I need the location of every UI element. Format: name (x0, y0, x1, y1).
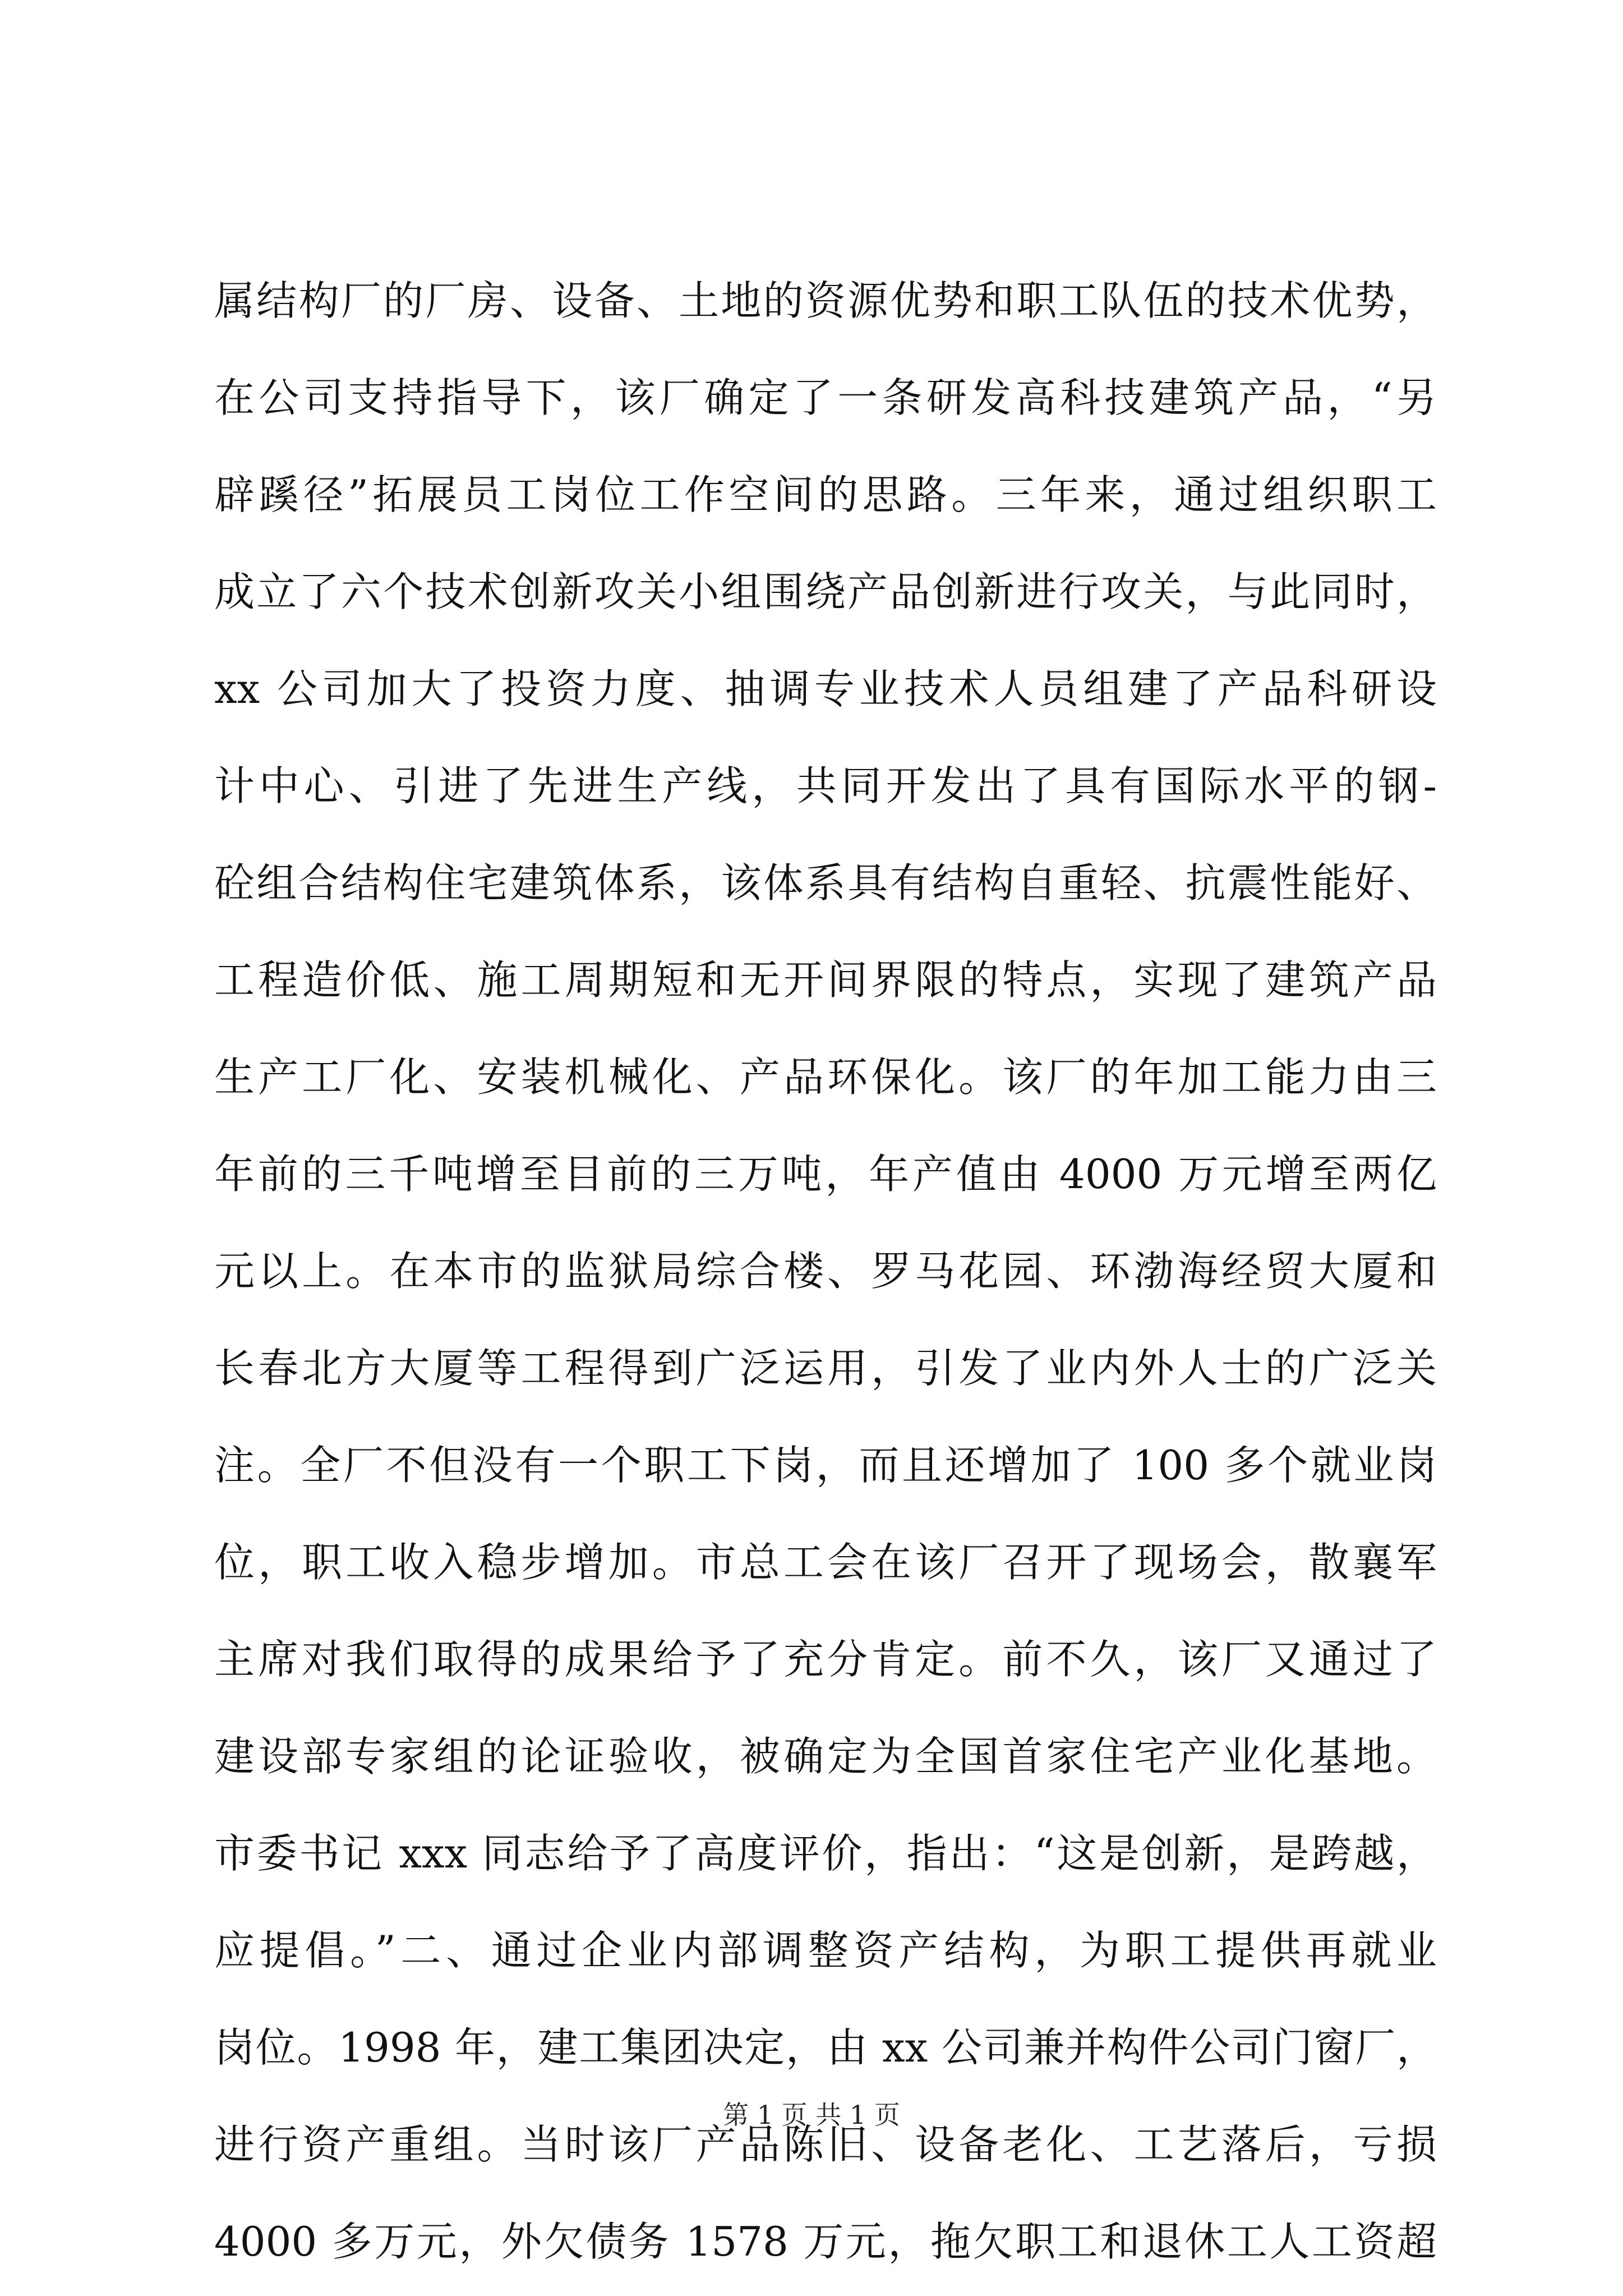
body-text (214, 252, 1437, 2290)
text-line: 位，职工收入稳步增加。市总工会在该厂召开了现场会，散襄军 (214, 1539, 1437, 1586)
text-line: xx 公司加大了投资力度、抽调专业技术人员组建了产品科研设 (214, 665, 1437, 712)
text-line: 生产工厂化、安装机械化、产品环保化。该厂的年加工能力由三 (214, 1053, 1437, 1101)
text-line: 属结构厂的厂房、设备、土地的资源优势和职工队伍的技术优势， (214, 277, 1437, 324)
text-line: 元以上。在本市的监狱局综合楼、罗马花园、环渤海经贸大厦和 (214, 1248, 1437, 1295)
text-line: 应提倡。”二、通过企业内部调整资产结构，为职工提供再就业 (214, 1927, 1437, 1974)
text-line: 4000 多万元，外欠债务 1578 万元，拖欠职工和退休工人工资超 (214, 2218, 1437, 2265)
text-line: 主席对我们取得的成果给予了充分肯定。前不久，该厂又通过了 (214, 1636, 1437, 1683)
text-line: 岗位。1998 年，建工集团决定，由 xx 公司兼并构件公司门窗厂， (214, 2024, 1437, 2071)
text-line: 建设部专家组的论证验收，被确定为全国首家住宅产业化基地。 (214, 1733, 1437, 1780)
text-line: 长春北方大厦等工程得到广泛运用，引发了业内外人士的广泛关 (214, 1345, 1437, 1392)
text-line: 辟蹊径”拓展员工岗位工作空间的思路。三年来，通过组织职工 (214, 471, 1437, 518)
text-line: 年前的三千吨增至目前的三万吨，年产值由 4000 万元增至两亿 (214, 1151, 1437, 1198)
text-line: 成立了六个技术创新攻关小组围绕产品创新进行攻关，与此同时， (214, 568, 1437, 615)
text-line: 计中心、引进了先进生产线，共同开发出了具有国际水平的钢- (214, 762, 1437, 809)
text-line: 砼组合结构住宅建筑体系，该体系具有结构自重轻、抗震性能好、 (214, 859, 1437, 907)
text-line: 在公司支持指导下，该厂确定了一条研发高科技建筑产品，“另 (214, 374, 1437, 421)
text-line: 注。全厂不但没有一个职工下岗，而且还增加了 100 多个就业岗 (214, 1442, 1437, 1489)
text-line: 市委书记 xxx 同志给予了高度评价，指出：“这是创新，是跨越， (214, 1830, 1437, 1877)
text-line: 工程造价低、施工周期短和无开间界限的特点，实现了建筑产品 (214, 956, 1437, 1004)
page-footer: 第 1 页 共 1 页 (723, 2100, 900, 2130)
text-line: 进行资产重组。当时该厂产品陈旧、设备老化、工艺落后，亏损 (214, 2121, 1437, 2168)
